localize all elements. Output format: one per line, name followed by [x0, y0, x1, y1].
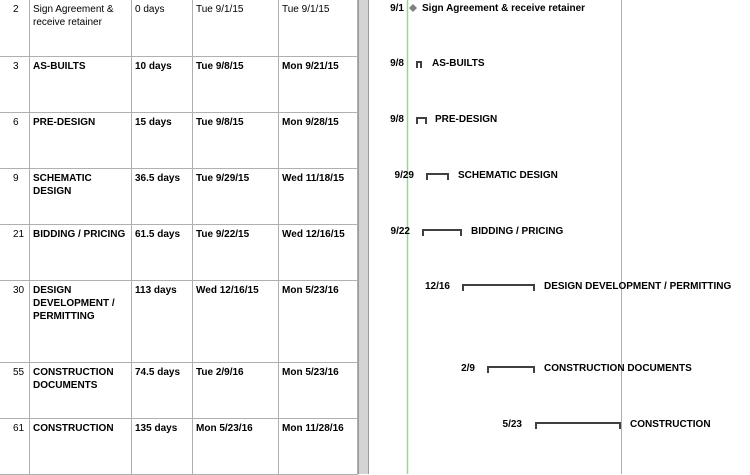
gantt-date-label: 2/9 — [461, 363, 475, 374]
task-id-cell[interactable]: 9 — [0, 168, 30, 224]
task-row[interactable] — [0, 112, 358, 169]
task-start-cell[interactable]: Tue 2/9/16 — [193, 362, 279, 418]
milestone-marker[interactable] — [409, 4, 417, 12]
gantt-bar-label: AS-BUILTS — [432, 58, 485, 69]
gantt-date-label: 9/29 — [394, 170, 414, 181]
task-start-cell[interactable]: Mon 5/23/16 — [193, 418, 279, 474]
task-row[interactable] — [0, 224, 358, 281]
task-finish-cell[interactable]: Mon 9/21/15 — [279, 56, 358, 112]
task-row[interactable] — [0, 168, 358, 225]
task-id-cell[interactable]: 30 — [0, 280, 30, 362]
task-id-cell[interactable]: 6 — [0, 112, 30, 168]
task-finish-cell[interactable]: Mon 5/23/16 — [279, 362, 358, 418]
task-duration-cell[interactable]: 36.5 days — [132, 168, 193, 224]
gantt-chart — [369, 0, 750, 474]
task-name-cell[interactable]: Sign Agreement & receive retainer — [30, 0, 132, 56]
task-finish-cell[interactable]: Tue 9/1/15 — [279, 0, 358, 56]
task-finish-cell[interactable]: Mon 11/28/16 — [279, 418, 358, 474]
task-name-cell[interactable]: SCHEMATIC DESIGN — [30, 168, 132, 224]
task-duration-cell[interactable]: 10 days — [132, 56, 193, 112]
gantt-date-label: 9/22 — [390, 226, 410, 237]
task-sheet — [0, 0, 358, 474]
gantt-date-label: 12/16 — [424, 281, 450, 292]
gantt-date-label: 9/1 — [390, 3, 404, 14]
task-row[interactable] — [0, 418, 358, 475]
task-finish-cell[interactable]: Mon 5/23/16 — [279, 280, 358, 362]
gantt-bar-label: Sign Agreement & receive retainer — [422, 3, 586, 14]
task-name-cell[interactable]: PRE-DESIGN — [30, 112, 132, 168]
view-splitter[interactable] — [358, 0, 369, 474]
task-duration-cell[interactable]: 74.5 days — [132, 362, 193, 418]
summary-bar[interactable] — [426, 173, 449, 180]
gantt-date-label: 9/8 — [390, 58, 404, 69]
gantt-date-label: 5/23 — [502, 419, 522, 430]
task-start-cell[interactable]: Wed 12/16/15 — [193, 280, 279, 362]
summary-bar[interactable] — [535, 422, 621, 429]
task-start-cell[interactable]: Tue 9/1/15 — [193, 0, 279, 56]
task-finish-cell[interactable]: Wed 12/16/15 — [279, 224, 358, 280]
task-row[interactable] — [0, 362, 358, 419]
task-finish-cell[interactable]: Wed 11/18/15 — [279, 168, 358, 224]
gantt-bar-label: CONSTRUCTION DOCUMENTS — [544, 363, 692, 374]
task-start-cell[interactable]: Tue 9/8/15 — [193, 56, 279, 112]
gantt-bar-label: BIDDING / PRICING — [471, 226, 564, 237]
task-duration-cell[interactable]: 15 days — [132, 112, 193, 168]
summary-bar[interactable] — [416, 117, 427, 124]
task-name-cell[interactable]: AS-BUILTS — [30, 56, 132, 112]
task-id-cell[interactable]: 21 — [0, 224, 30, 280]
task-row[interactable] — [0, 0, 358, 57]
task-name-cell[interactable]: CONSTRUCTION — [30, 418, 132, 474]
task-duration-cell[interactable]: 135 days — [132, 418, 193, 474]
gantt-bar-label: PRE-DESIGN — [435, 114, 498, 125]
task-duration-cell[interactable]: 113 days — [132, 280, 193, 362]
task-duration-cell[interactable]: 61.5 days — [132, 224, 193, 280]
gantt-date-label: 9/8 — [390, 114, 404, 125]
gantt-bar-label: CONSTRUCTION — [630, 419, 711, 430]
gantt-canvas — [369, 0, 750, 474]
task-row[interactable] — [0, 56, 358, 113]
gantt-bar-label: DESIGN DEVELOPMENT / PERMITTING — [544, 281, 732, 292]
summary-bar[interactable] — [487, 366, 535, 373]
gantt-bar-label: SCHEMATIC DESIGN — [458, 170, 558, 181]
task-id-cell[interactable]: 3 — [0, 56, 30, 112]
summary-bar[interactable] — [416, 61, 422, 68]
summary-bar[interactable] — [462, 284, 535, 291]
task-name-cell[interactable]: BIDDING / PRICING — [30, 224, 132, 280]
task-start-cell[interactable]: Tue 9/22/15 — [193, 224, 279, 280]
task-row[interactable] — [0, 280, 358, 363]
task-id-cell[interactable]: 2 — [0, 0, 30, 56]
task-start-cell[interactable]: Tue 9/8/15 — [193, 112, 279, 168]
task-name-cell[interactable]: DESIGN DEVELOPMENT / PERMITTING — [30, 280, 132, 362]
task-id-cell[interactable]: 61 — [0, 418, 30, 474]
task-finish-cell[interactable]: Mon 9/28/15 — [279, 112, 358, 168]
task-duration-cell[interactable]: 0 days — [132, 0, 193, 56]
task-start-cell[interactable]: Tue 9/29/15 — [193, 168, 279, 224]
summary-bar[interactable] — [422, 229, 462, 236]
task-id-cell[interactable]: 55 — [0, 362, 30, 418]
task-name-cell[interactable]: CONSTRUCTION DOCUMENTS — [30, 362, 132, 418]
